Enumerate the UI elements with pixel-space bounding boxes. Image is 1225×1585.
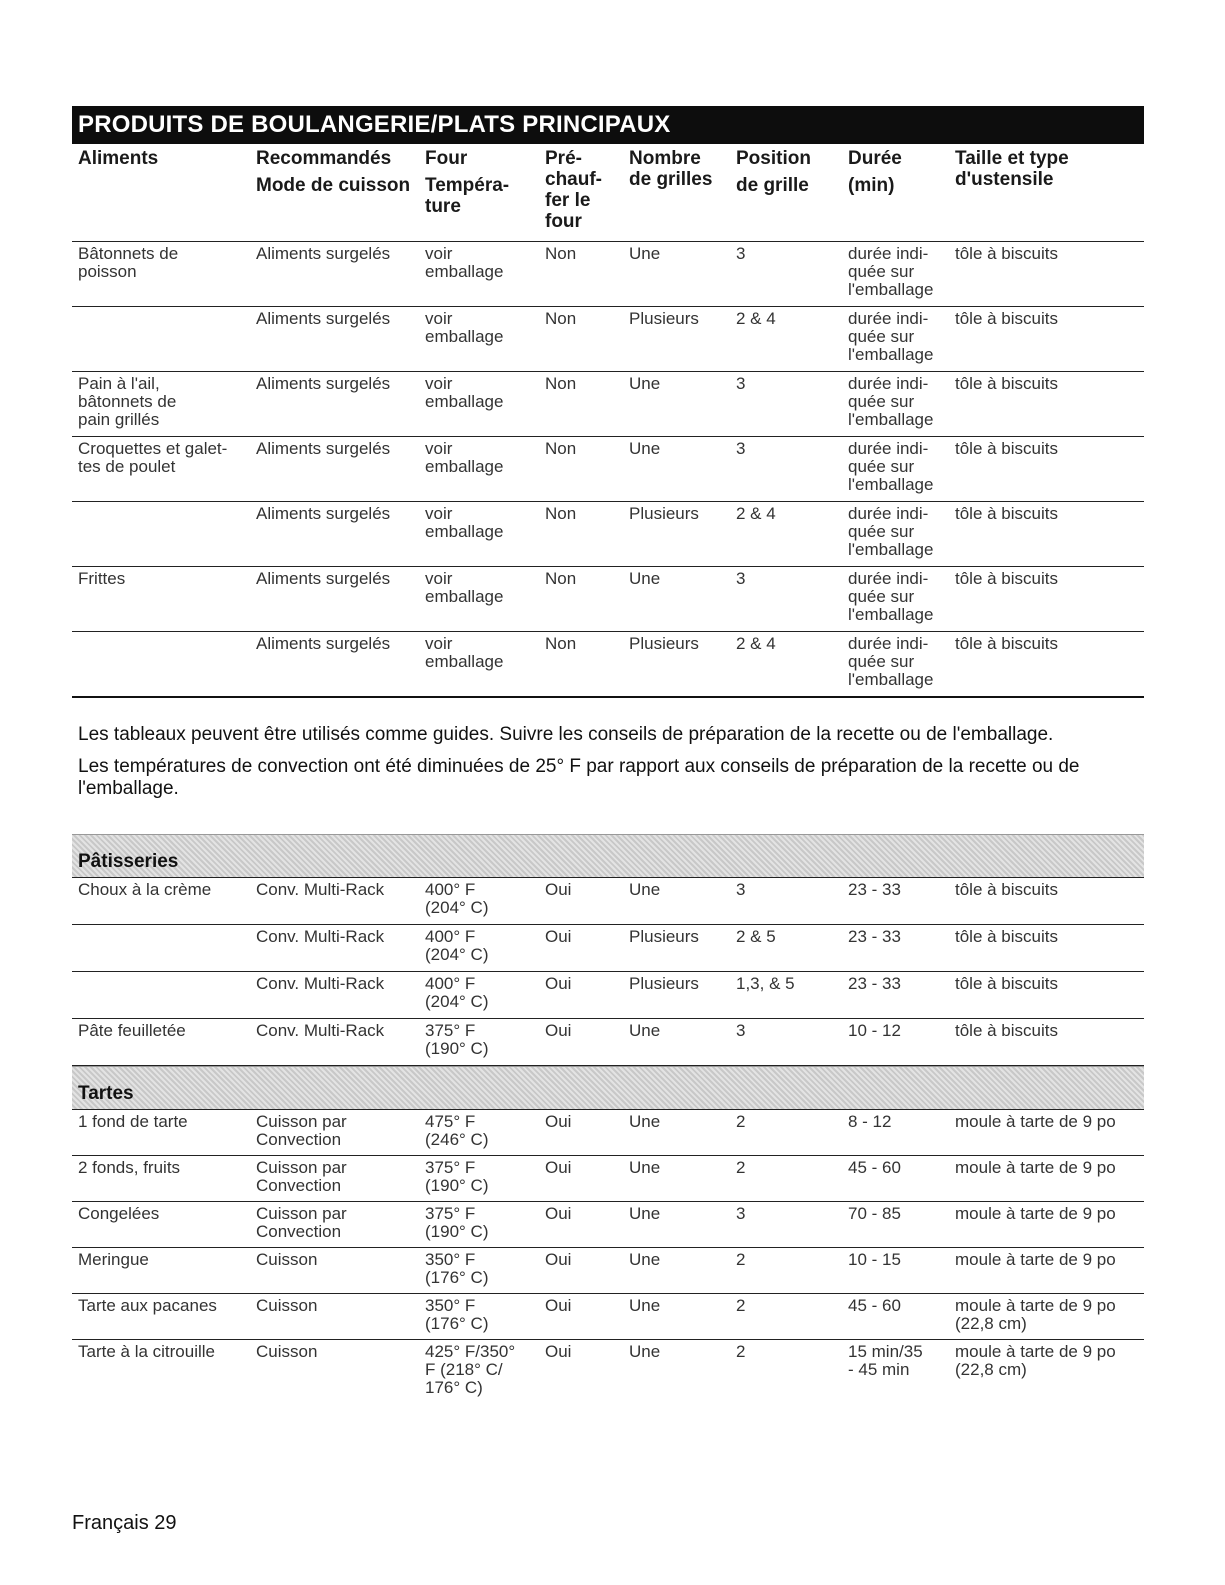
note-guides: Les tableaux peuvent être utilisés comme guides. Suivre les conseils de préparation de la recette ou de l'emballage. [78, 724, 1054, 745]
cell-mode: Conv. Multi-Rack [256, 974, 385, 993]
cell-ustensile: moule à tarte de 9 po (22,8 cm) [955, 1342, 1116, 1379]
cell-position: 2 & 5 [736, 927, 776, 946]
header-line-2: Mode de cuisson [256, 175, 411, 196]
table-row [72, 1202, 1144, 1248]
cell-prechauffer: Non [545, 244, 577, 263]
cell-prechauffer: Non [545, 504, 577, 523]
cell-duree: 23 - 33 [848, 974, 901, 993]
cell-temperature: voir emballage [425, 569, 504, 606]
cell-position: 2 [736, 1112, 746, 1131]
cell-duree: 10 - 15 [848, 1250, 901, 1269]
cell-nombre-grilles: Plusieurs [629, 974, 699, 993]
cell-nombre-grilles: Une [629, 374, 661, 393]
table-row [72, 1294, 1144, 1340]
cell-duree: durée indi- quée sur l'emballage [848, 504, 934, 559]
header-prechauffer [539, 146, 623, 241]
cell-nombre-grilles: Une [629, 1021, 661, 1040]
cell-prechauffer: Oui [545, 1021, 572, 1040]
cell-ustensile: tôle à biscuits [955, 244, 1058, 263]
cell-ustensile: tôle à biscuits [955, 974, 1058, 993]
cell-temperature: 400° F (204° C) [425, 974, 489, 1011]
cell-mode: Conv. Multi-Rack [256, 927, 385, 946]
cell-ustensile: moule à tarte de 9 po [955, 1204, 1116, 1223]
header-duree [842, 146, 949, 241]
header-line: Durée [848, 148, 902, 169]
table-body [72, 242, 1144, 698]
cell-temperature: 475° F (246° C) [425, 1112, 489, 1149]
cell-temperature: voir emballage [425, 439, 504, 476]
cell-nombre-grilles: Une [629, 1250, 661, 1269]
cell-nombre-grilles: Une [629, 1204, 661, 1223]
cell-ustensile: tôle à biscuits [955, 309, 1058, 328]
cell-nombre-grilles: Une [629, 1112, 661, 1131]
cell-duree: 23 - 33 [848, 927, 901, 946]
note-convection: Les températures de convection ont été diminuées de 25° F par rapport aux conseils de préparation de la recette ou de l'emballage. [78, 756, 1080, 799]
cell-ustensile: tôle à biscuits [955, 439, 1058, 458]
cell-position: 2 [736, 1296, 746, 1315]
table-row [72, 972, 1144, 1019]
cell-position: 2 [736, 1158, 746, 1177]
header-line: Four [425, 148, 468, 169]
cell-prechauffer: Non [545, 439, 577, 458]
cell-mode: Conv. Multi-Rack [256, 880, 385, 899]
header-mode [250, 146, 419, 241]
pastries-pies-table [72, 834, 1144, 1410]
cell-temperature: 350° F (176° C) [425, 1296, 489, 1333]
cell-ustensile: tôle à biscuits [955, 927, 1058, 946]
cell-aliment [72, 632, 250, 696]
cell-ustensile: moule à tarte de 9 po [955, 1112, 1116, 1131]
cell-mode: Cuisson [256, 1250, 318, 1269]
cell-aliment [72, 925, 250, 971]
cell-duree: durée indi- quée sur l'emballage [848, 309, 934, 364]
cell-position: 3 [736, 569, 746, 588]
header-line-2: (min) [848, 175, 895, 196]
cell-duree: durée indi- quée sur l'emballage [848, 244, 934, 299]
cell-position: 2 & 4 [736, 309, 776, 328]
cell-mode: Aliments surgelés [256, 439, 391, 458]
table-row [72, 1019, 1144, 1066]
cell-duree: durée indi- quée sur l'emballage [848, 569, 934, 624]
cell-nombre-grilles: Une [629, 439, 661, 458]
cell-nombre-grilles: Plusieurs [629, 504, 699, 523]
cell-prechauffer: Non [545, 634, 577, 653]
section-body-patisseries [72, 878, 1144, 1066]
table-row [72, 307, 1144, 372]
cell-aliment: Pain à l'ail, bâtonnets de pain grillés [78, 374, 177, 429]
table-row [72, 1340, 1144, 1410]
cell-position: 3 [736, 244, 746, 263]
cell-duree: durée indi- quée sur l'emballage [848, 374, 934, 429]
cell-duree: durée indi- quée sur l'emballage [848, 439, 934, 494]
cell-position: 2 & 4 [736, 504, 776, 523]
header-line: Recommandés [256, 148, 392, 169]
cell-aliment: Meringue [78, 1250, 149, 1269]
cell-position: 3 [736, 439, 746, 458]
table-row [72, 925, 1144, 972]
table-row [72, 372, 1144, 437]
section-header-patisseries [72, 834, 1144, 878]
cell-prechauffer: Oui [545, 927, 572, 946]
cell-mode: Cuisson par Convection [256, 1112, 347, 1149]
cell-ustensile: tôle à biscuits [955, 880, 1058, 899]
header-ustensile [949, 146, 1144, 241]
cell-nombre-grilles: Une [629, 1296, 661, 1315]
cell-aliment [72, 502, 250, 566]
cell-nombre-grilles: Une [629, 1158, 661, 1177]
table-row [72, 437, 1144, 502]
cell-temperature: 375° F (190° C) [425, 1158, 489, 1195]
cell-mode: Aliments surgelés [256, 244, 391, 263]
cell-position: 3 [736, 374, 746, 393]
cell-ustensile: moule à tarte de 9 po [955, 1158, 1116, 1177]
cell-temperature: voir emballage [425, 244, 504, 281]
cell-mode: Cuisson [256, 1296, 318, 1315]
cell-aliment [72, 972, 250, 1018]
header-line: Aliments [78, 148, 159, 169]
cell-ustensile: tôle à biscuits [955, 374, 1058, 393]
cell-prechauffer: Non [545, 309, 577, 328]
cell-mode: Aliments surgelés [256, 634, 391, 653]
cell-aliment: Choux à la crème [78, 880, 212, 899]
cell-aliment: Tarte aux pacanes [78, 1296, 217, 1315]
header-line: Taille et type d'ustensile [955, 148, 1069, 190]
cell-mode: Aliments surgelés [256, 504, 391, 523]
cell-duree: 8 - 12 [848, 1112, 892, 1131]
cell-aliment: Frittes [78, 569, 126, 588]
header-aliments [72, 146, 250, 241]
cell-nombre-grilles: Une [629, 880, 661, 899]
main-dishes-table [72, 146, 1144, 698]
cell-temperature: voir emballage [425, 374, 504, 411]
cell-aliment [72, 307, 250, 371]
section-body-tartes [72, 1110, 1144, 1410]
cell-prechauffer: Non [545, 374, 577, 393]
table-row [72, 1110, 1144, 1156]
header-line: Position [736, 148, 811, 169]
cell-temperature: 425° F/350° F (218° C/ 176° C) [425, 1342, 516, 1397]
cell-temperature: 400° F (204° C) [425, 880, 489, 917]
cell-duree: 45 - 60 [848, 1158, 901, 1177]
cell-mode: Cuisson [256, 1342, 318, 1361]
cell-duree: 45 - 60 [848, 1296, 901, 1315]
cell-temperature: 350° F (176° C) [425, 1250, 489, 1287]
notes [78, 724, 1144, 810]
header-line: Pré- chauf- fer le four [545, 148, 602, 232]
cell-ustensile: tôle à biscuits [955, 634, 1058, 653]
cell-temperature: voir emballage [425, 309, 504, 346]
table-row [72, 878, 1144, 925]
cell-ustensile: tôle à biscuits [955, 1021, 1058, 1040]
cell-duree: 23 - 33 [848, 880, 901, 899]
cell-nombre-grilles: Plusieurs [629, 309, 699, 328]
cell-mode: Cuisson par Convection [256, 1158, 347, 1195]
cell-position: 3 [736, 1021, 746, 1040]
cell-nombre-grilles: Plusieurs [629, 634, 699, 653]
cell-nombre-grilles: Une [629, 1342, 661, 1361]
section-title: Tartes [78, 1083, 134, 1104]
table-header [72, 146, 1144, 242]
cell-aliment: 2 fonds, fruits [78, 1158, 181, 1177]
cell-prechauffer: Oui [545, 1204, 572, 1223]
cell-aliment: Tarte à la citrouille [78, 1342, 216, 1361]
header-four [419, 146, 539, 241]
cell-position: 2 [736, 1250, 746, 1269]
cell-position: 2 & 4 [736, 634, 776, 653]
cell-temperature: voir emballage [425, 634, 504, 671]
header-line-2: de grille [736, 175, 809, 196]
cell-duree: 70 - 85 [848, 1204, 901, 1223]
cell-nombre-grilles: Une [629, 569, 661, 588]
cell-nombre-grilles: Plusieurs [629, 927, 699, 946]
cell-duree: 10 - 12 [848, 1021, 901, 1040]
cell-position: 3 [736, 1204, 746, 1223]
cell-position: 3 [736, 880, 746, 899]
cell-prechauffer: Oui [545, 880, 572, 899]
header-position [730, 146, 842, 241]
page-footer: Français 29 [72, 1512, 177, 1534]
cell-mode: Aliments surgelés [256, 309, 391, 328]
cell-prechauffer: Oui [545, 1158, 572, 1177]
section-title: Pâtisseries [78, 851, 179, 872]
table-row [72, 1156, 1144, 1202]
cell-prechauffer: Oui [545, 1342, 572, 1361]
cell-mode: Conv. Multi-Rack [256, 1021, 385, 1040]
cell-mode: Cuisson par Convection [256, 1204, 347, 1241]
header-nombre-grilles [623, 146, 730, 241]
cell-duree: 15 min/35 - 45 min [848, 1342, 923, 1379]
cell-mode: Aliments surgelés [256, 569, 391, 588]
cell-temperature: 400° F (204° C) [425, 927, 489, 964]
table-row [72, 242, 1144, 307]
cell-aliment: Congelées [78, 1204, 160, 1223]
cell-aliment: Pâte feuilletée [78, 1021, 186, 1040]
cell-ustensile: tôle à biscuits [955, 504, 1058, 523]
section-header-tartes [72, 1066, 1144, 1110]
table-row [72, 502, 1144, 567]
cell-aliment: Bâtonnets de poisson [78, 244, 179, 281]
cell-ustensile: moule à tarte de 9 po (22,8 cm) [955, 1296, 1116, 1333]
cell-mode: Aliments surgelés [256, 374, 391, 393]
cell-ustensile: tôle à biscuits [955, 569, 1058, 588]
cell-prechauffer: Oui [545, 1112, 572, 1131]
table-row [72, 1248, 1144, 1294]
cell-prechauffer: Oui [545, 1250, 572, 1269]
table-row [72, 632, 1144, 698]
table-title: PRODUITS DE BOULANGERIE/PLATS PRINCIPAUX [72, 106, 1144, 144]
header-line: Nombre de grilles [629, 148, 713, 190]
cell-ustensile: moule à tarte de 9 po [955, 1250, 1116, 1269]
cell-temperature: 375° F (190° C) [425, 1204, 489, 1241]
cell-aliment: Croquettes et galet- tes de poulet [78, 439, 228, 476]
cell-prechauffer: Oui [545, 1296, 572, 1315]
table-row [72, 567, 1144, 632]
cell-nombre-grilles: Une [629, 244, 661, 263]
cell-temperature: 375° F (190° C) [425, 1021, 489, 1058]
cell-position: 1,3, & 5 [736, 974, 795, 993]
cell-position: 2 [736, 1342, 746, 1361]
cell-duree: durée indi- quée sur l'emballage [848, 634, 934, 689]
cell-aliment: 1 fond de tarte [78, 1112, 188, 1131]
cell-temperature: voir emballage [425, 504, 504, 541]
header-line-2: Tempéra- ture [425, 175, 510, 217]
cell-prechauffer: Non [545, 569, 577, 588]
cell-prechauffer: Oui [545, 974, 572, 993]
